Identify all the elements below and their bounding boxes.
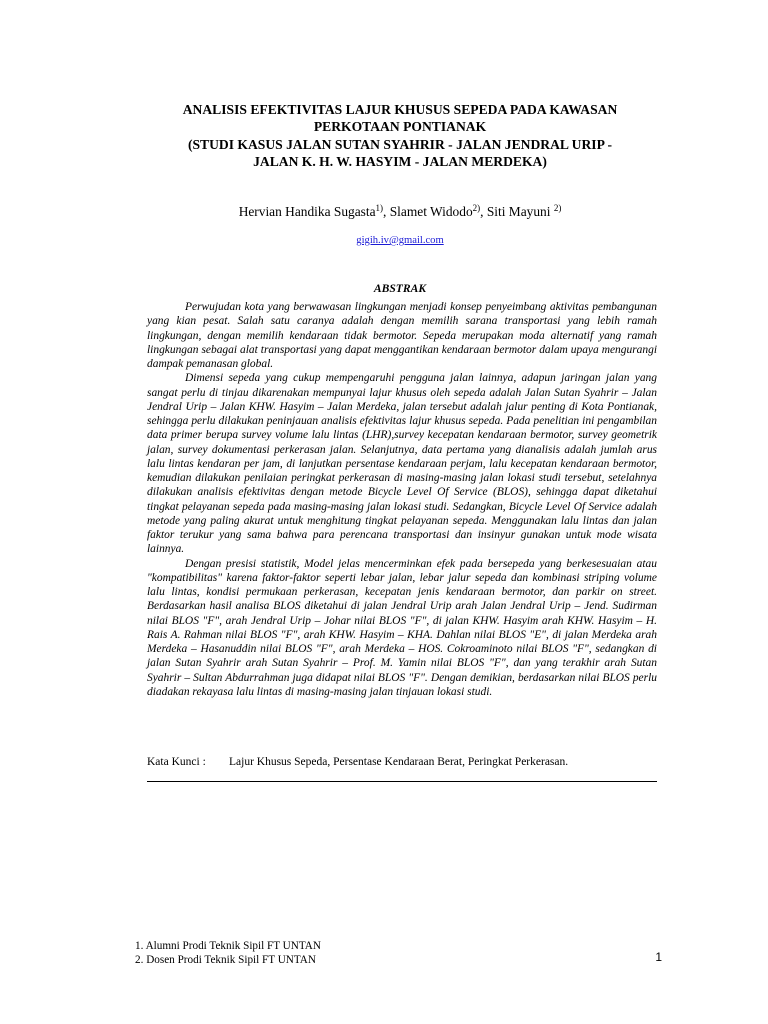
title-line: (STUDI KASUS JALAN SUTAN SYAHRIR - JALAN JENDRAL URIP -	[187, 136, 613, 152]
paper-title	[140, 101, 660, 171]
divider	[147, 781, 657, 782]
email-link[interactable]: gigih.iv@gmail.com	[356, 235, 444, 246]
author-separator: ,	[480, 204, 487, 219]
abstract-paragraph: Perwujudan kota yang berwawasan lingkungan menjadi konsep penyeimbang aktivitas pembangunan yang kian pesat. Salah satu caranya adalah dengan memilih sarana transportasi yang lebih ramah lingkungan, dengan memilih kendaraan tidak bermotor. Sepeda merupakan moda alternatif yang ramah lingkungan sebagai alat transportasi yang dapat menggantikan kendaraan bermotor dalam upaya mengurangi dampak pemanasan global.	[147, 301, 657, 370]
author-name: Hervian Handika Sugasta	[238, 204, 376, 219]
contact-email	[140, 234, 660, 247]
title-line: PERKOTAAN PONTIANAK	[313, 119, 487, 135]
author-affiliation-mark: 2)	[472, 203, 481, 213]
title-line: ANALISIS EFEKTIVITAS LAJUR KHUSUS SEPEDA PADA KAWASAN	[182, 102, 618, 117]
keywords	[147, 755, 657, 769]
keywords-value: Lajur Khusus Sepeda, Persentase Kendaraan Berat, Peringkat Perkerasan.	[229, 756, 569, 768]
abstract-body	[147, 300, 657, 699]
footnotes	[135, 939, 321, 968]
keywords-label: Kata Kunci :	[147, 756, 206, 768]
author-name: Siti Mayuni	[486, 204, 554, 219]
author-separator: ,	[383, 204, 390, 219]
author-list	[140, 203, 660, 221]
author-affiliation-mark: 1)	[375, 203, 384, 213]
author-name: Slamet Widodo	[389, 204, 473, 219]
abstract-paragraph: Dimensi sepeda yang cukup mempengaruhi pengguna jalan lainnya, adapun jaringan jalan yang sangat perlu di tinjau dikarenakan mempunyai lajur khusus oleh sepeda adalah Jalan Sutan Syahrir – Jalan Jendral Urip – Jalan KHW. Hasyim – Jalan Merdeka, jalan tersebut adalah jalur penting di Kota Pontianak, sehingga perlu dilakukan peninjauan analisis efektivitas lajur khusus sepeda. Pada penelitian ini pengambilan data primer berupa survey volume lalu lintas (LHR),survey kecepatan kendaraan bermotor, survey geometrik jalan, survey dokumentasi perkerasan jalan. Selanjutnya, data pertama yang dianalisis adalah jumlah arus lalu lintas kendaran per jam, di lanjutkan persentase kendaraan perjam, lalu kecepatan kendaraan bermotor, kemudian dilakukan penilaian peringkat perkerasan di masing-masing jalan lokasi studi tersebut, setelahnya dilakukan analisis efektivitas dengan metode Bicycle Level Of Service (BLOS), sehingga dapat diketahui tingkat pelayanan sepeda pada masing-masing jalan lokasi studi. Sedangkan, Bicycle Level Of Service adalah metode yang paling akurat untuk menghitung tingkat pelayanan sepeda. Menggunakan lalu lintas dan jalan faktor terukur yang sama bahwa para perencana transportasi dan insinyur gunakan untuk mode wisata lainnya.	[147, 372, 657, 556]
footnote: 1. Alumni Prodi Teknik Sipil FT UNTAN	[135, 940, 321, 952]
abstract-paragraph: Dengan presisi statistik, Model jelas mencerminkan efek pada bersepeda yang berkesesuaian atau "kompatibilitas" karena faktor-faktor seperti lebar jalan, lebar jalur sepeda dan kombinasi striping volume lalu lintas, kondisi permukaan perkerasan, kecepatan jenis kendaraan bermotor, dan parkir on street. Berdasarkan hasil analisa BLOS diketahui di jalan Jendral Urip arah Jalan Jendral Urip – Jend. Sudirman nilai BLOS "F", arah Jendral Urip – Johar nilai BLOS "F", di jalan KHW. Hasyim arah KHW. Hasyim – H. Rais A. Rahman nilai BLOS "F", arah KHW. Hasyim – KHA. Dahlan nilai BLOS "E", di jalan Merdeka arah Merdeka – Hasanuddin nilai BLOS "F", arah Merdeka – HOS. Cokroaminoto nilai BLOS "F", sedangkan di jalan Sutan Syahrir arah Sutan Syahrir – Prof. M. Yamin nilai BLOS "F", dan yang terakhir arah Sutan Syahrir – Sultan Abdurrahman juga didapat nilai BLOS "F". Dengan demikian, berdasarkan nilai BLOS perlu diadakan rekayasa lalu lintas di masing-masing jalan tinjauan lokasi studi.	[147, 557, 657, 698]
footnote: 2. Dosen Prodi Teknik Sipil FT UNTAN	[135, 954, 316, 967]
page-number: 1	[655, 950, 662, 964]
title-line: JALAN K. H. W. HASYIM - JALAN MERDEKA)	[253, 154, 547, 170]
author-affiliation-mark: 2)	[553, 203, 562, 213]
abstract-heading: ABSTRAK	[373, 282, 427, 295]
